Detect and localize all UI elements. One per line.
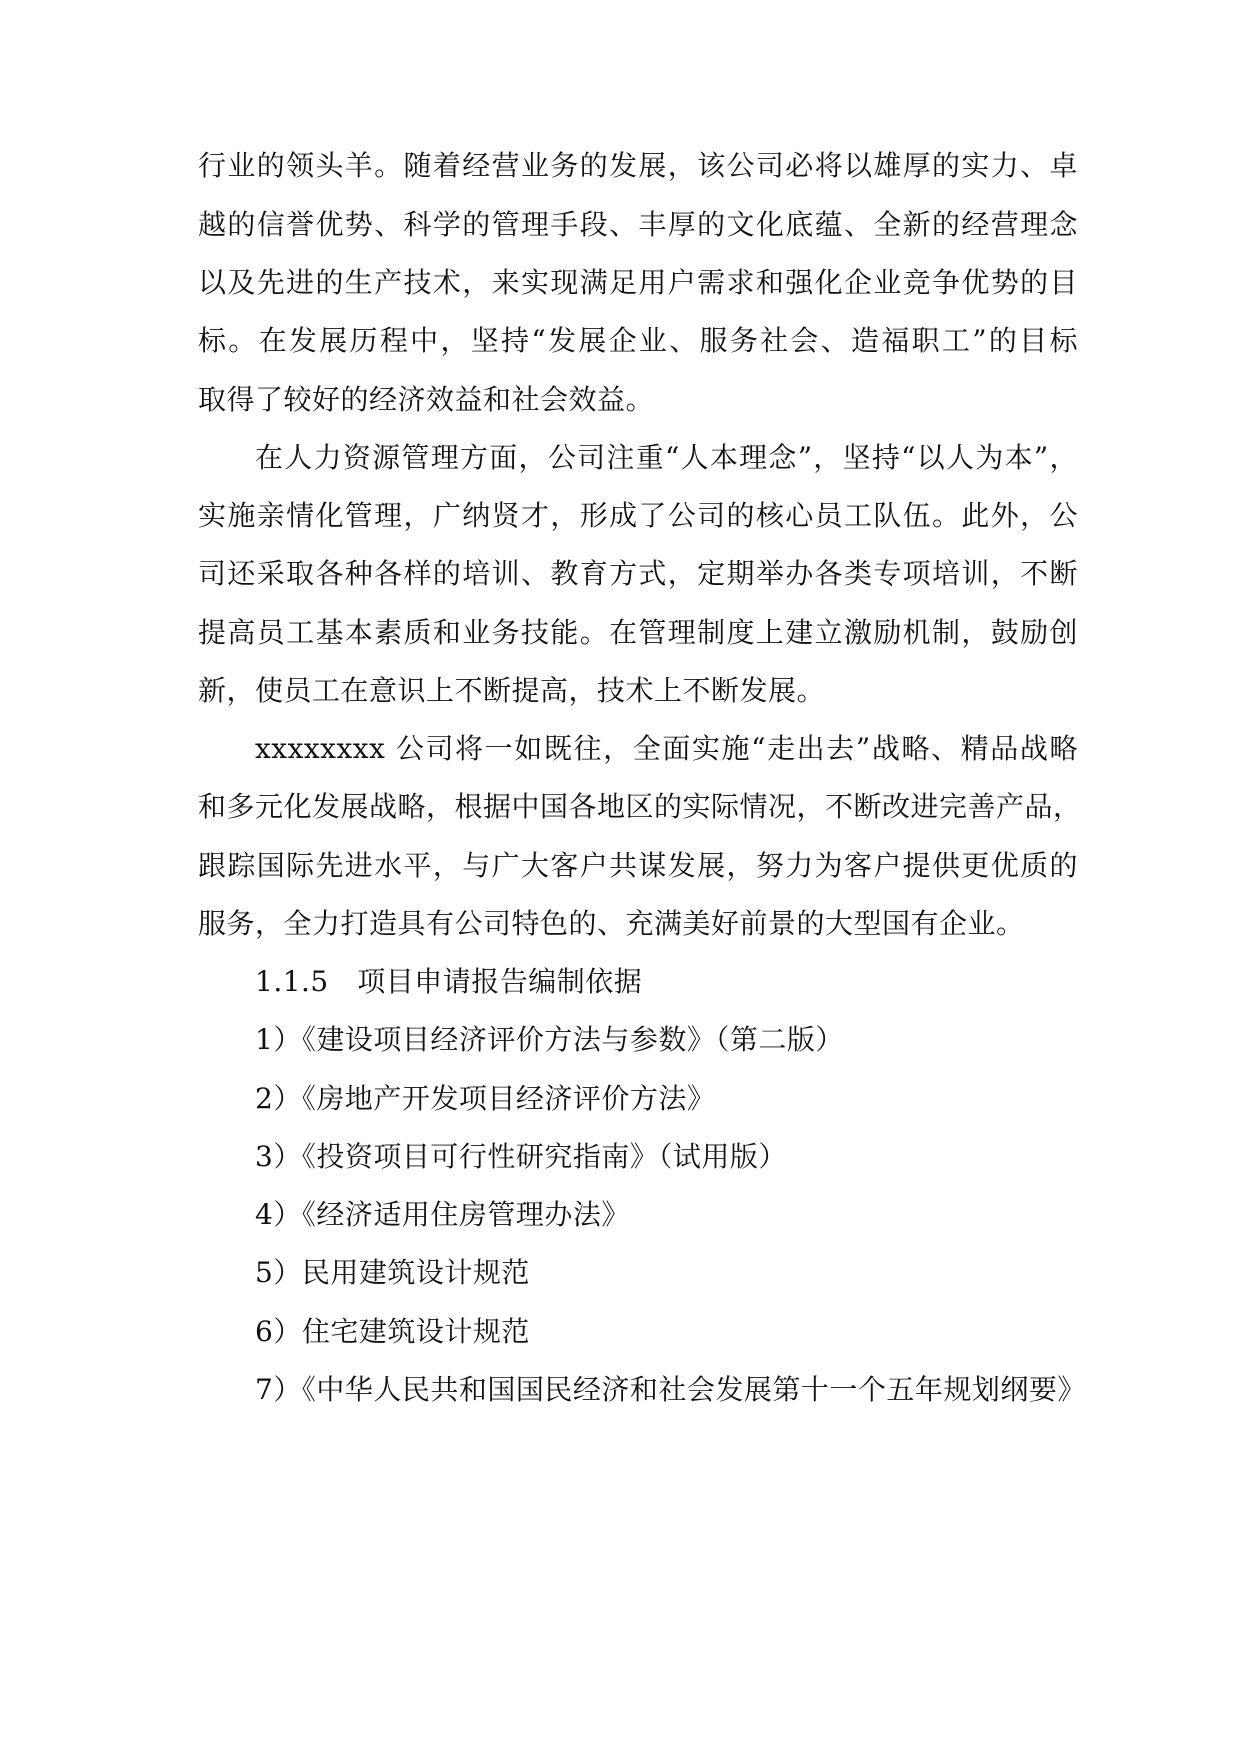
list-item: 7）《中华人民共和国国民经济和社会发展第十一个五年规划纲要》 — [255, 1373, 1086, 1406]
paragraph-line: 越的信誉优势、科学的管理手段、丰厚的文化底蕴、全新的经营理念 — [198, 208, 1078, 241]
paragraph-line: 司还采取各种各样的培训、教育方式，定期举办各类专项培训，不断 — [198, 557, 1078, 590]
paragraph-line: 行业的领头羊。随着经营业务的发展，该公司必将以雄厚的实力、卓 — [198, 149, 1078, 182]
list-item: 5）民用建筑设计规范 — [255, 1256, 530, 1289]
list-item: 1）《建设项目经济评价方法与参数》（第二版） — [255, 1023, 844, 1056]
paragraph-line: 标。在发展历程中，坚持“发展企业、服务社会、造福职工”的目标 — [198, 324, 1078, 357]
paragraph-line: xxxxxxxx 公司将一如既往，全面实施“走出去”战略、精品战略 — [255, 732, 1078, 765]
paragraph-line: 新，使员工在意识上不断提高，技术上不断发展。 — [198, 674, 826, 707]
paragraph-line: 在人力资源管理方面，公司注重“人本理念”，坚持“以人为本”， — [255, 441, 1078, 474]
paragraph-line: 实施亲情化管理，广纳贤才，形成了公司的核心员工队伍。此外，公 — [198, 499, 1078, 532]
section-heading: 1.1.5 项目申请报告编制依据 — [255, 965, 643, 998]
paragraph-line: 提高员工基本素质和业务技能。在管理制度上建立激励机制，鼓励创 — [198, 616, 1078, 649]
paragraph-line: 以及先进的生产技术，来实现满足用户需求和强化企业竞争优势的目 — [198, 266, 1078, 299]
list-item: 4）《经济适用住房管理办法》 — [255, 1198, 630, 1231]
paragraph-line: 跟踪国际先进水平，与广大客户共谋发展，努力为客户提供更优质的 — [198, 849, 1078, 882]
list-item: 2）《房地产开发项目经济评价方法》 — [255, 1082, 716, 1115]
paragraph-line: 取得了较好的经济效益和社会效益。 — [198, 383, 655, 416]
list-item: 3）《投资项目可行性研究指南》（试用版） — [255, 1140, 787, 1173]
paragraph-line: 和多元化发展战略，根据中国各地区的实际情况，不断改进完善产品， — [198, 790, 1082, 823]
list-item: 6）住宅建筑设计规范 — [255, 1315, 530, 1348]
paragraph-line: 服务，全力打造具有公司特色的、充满美好前景的大型国有企业。 — [198, 907, 1025, 940]
